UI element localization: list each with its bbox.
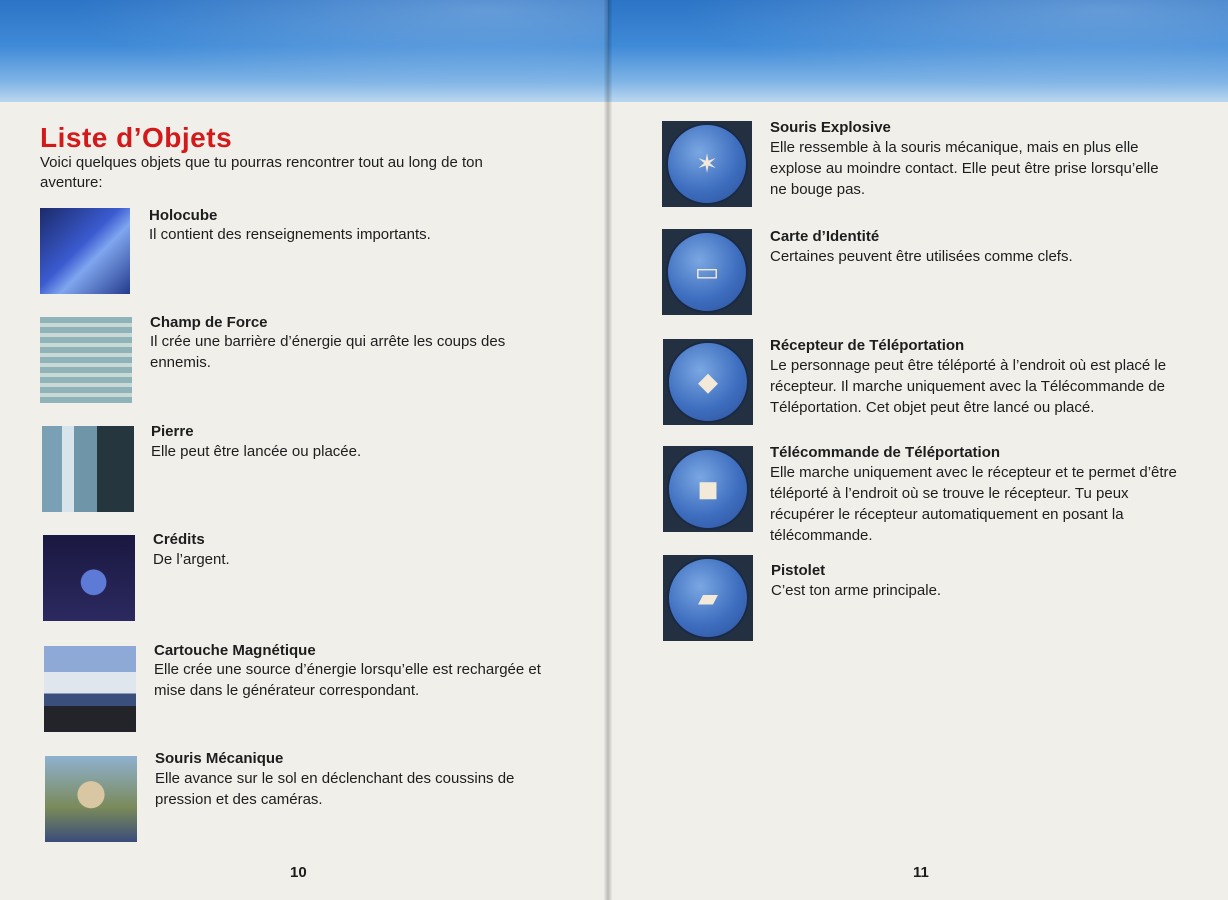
item-name: Pierre (151, 423, 194, 440)
item-description: Elle peut être lancée ou placée. (151, 443, 362, 460)
magnetic-cartridge-icon (44, 646, 136, 732)
item-name: Holocube (149, 207, 218, 224)
id-card-icon (662, 229, 752, 315)
teleport-remote-icon (663, 446, 753, 532)
item-name: Crédits (153, 531, 205, 548)
glyph: ◼ (697, 473, 719, 504)
item-description: Il contient des renseignements importants. (149, 226, 431, 243)
glyph: ◆ (698, 366, 718, 397)
icon-disc (666, 123, 748, 205)
item-description: Il crée une barrière d’énergie qui arrête les coups des ennemis. (150, 333, 506, 371)
intro-text: Voici quelques objets que tu pourras rencontrer tout au long de ton aventure: (40, 154, 483, 191)
item-description: De l’argent. (153, 551, 230, 568)
page-number: 11 (913, 864, 929, 881)
item-name: Pistolet (771, 562, 826, 579)
holocube-icon (40, 208, 130, 294)
book-spine (604, 0, 612, 900)
item-name: Télécommande de Téléportation (770, 444, 1001, 461)
glyph: ▭ (694, 256, 720, 287)
right-page (608, 0, 1228, 900)
credits-icon (43, 535, 135, 621)
teleport-receiver-icon (663, 339, 753, 425)
icon-disc (666, 231, 748, 313)
item-description: Elle crée une source d’énergie lorsqu’elle est rechargée et mise dans le générateur correspondant. (154, 661, 541, 699)
item-description: Elle ressemble à la souris mécanique, mais en plus elle explose au moindre contact. Elle peut être prise lorsqu’elle ne bouge pas. (770, 139, 1159, 198)
explosive-mouse-icon (662, 121, 752, 207)
pistol-icon (663, 555, 753, 641)
page-title: Liste d’Objets (40, 122, 233, 153)
item-name: Carte d’Identité (770, 228, 880, 245)
item-description: Certaines peuvent être utilisées comme clefs. (770, 248, 1073, 265)
sky-highlight (608, 0, 1228, 102)
item-description: C’est ton arme principale. (771, 582, 942, 599)
glyph: ✶ (696, 148, 718, 179)
left-page (0, 0, 608, 900)
icon-disc (667, 448, 749, 530)
item-name: Souris Mécanique (155, 750, 284, 767)
item-name: Champ de Force (150, 314, 268, 331)
item-description: Elle avance sur le sol en déclenchant des coussins de pression et des caméras. (155, 770, 515, 808)
item-name: Cartouche Magnétique (154, 642, 316, 659)
sky-highlight (0, 0, 608, 102)
icon-disc (667, 341, 749, 423)
force-field-icon (40, 317, 132, 403)
icon-disc (667, 557, 749, 639)
item-name: Souris Explosive (770, 119, 891, 136)
item-description: Le personnage peut être téléporté à l’endroit où est placé le récepteur. Il marche uniquement avec la Télécommande de Téléportation. Cet objet peut être lancé ou placé. (770, 357, 1167, 416)
item-description: Elle marche uniquement avec le récepteur et te permet d’être téléporté à l’endroit où se trouve le récepteur. Tu peux récupérer le récepteur automatiquement en posant la télécommande. (770, 464, 1177, 544)
item-name: Récepteur de Téléportation (770, 337, 965, 354)
stone-icon (42, 426, 134, 512)
glyph: ▰ (698, 582, 718, 613)
page-number: 10 (290, 864, 307, 881)
mechanical-mouse-icon (45, 756, 137, 842)
